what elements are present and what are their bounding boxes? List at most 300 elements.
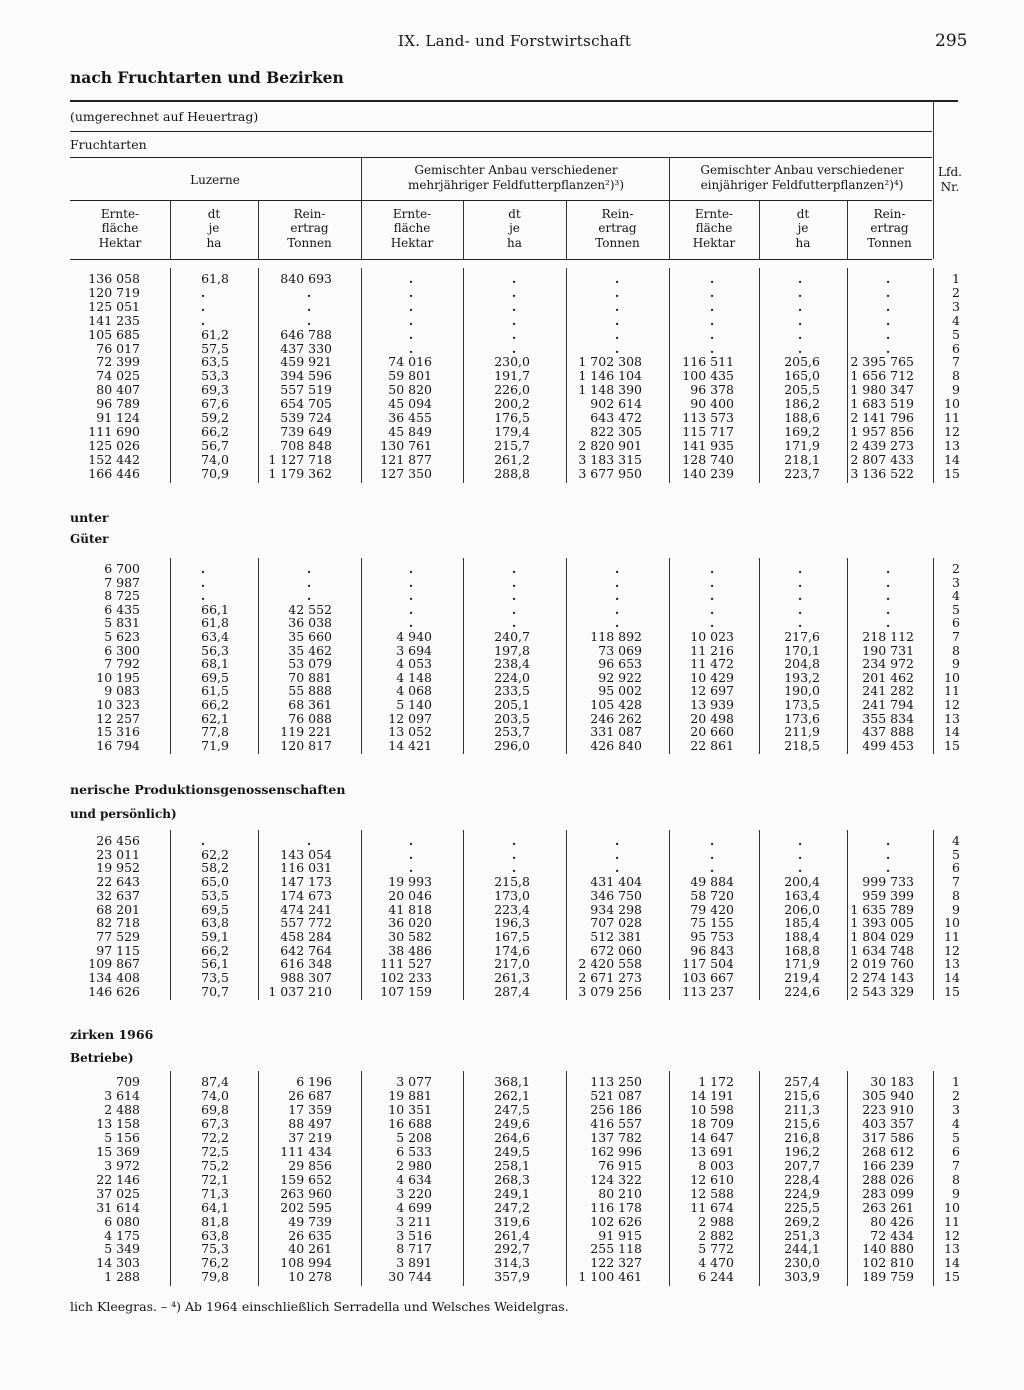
table-title: nach Fruchtarten und Bezirken (70, 68, 344, 87)
table-cell: 3 972 (104, 1157, 140, 1173)
table-row (0, 562, 1024, 576)
table-cell: 296,0 (494, 737, 530, 753)
table-cell: 68,1 (201, 656, 229, 672)
table-cell: 87,4 (201, 1074, 229, 1089)
table-cell: 72 434 (870, 1227, 914, 1243)
table-row (0, 1242, 1024, 1256)
table-cell: . (306, 561, 312, 576)
lfd-nr-cell: 7 (952, 874, 960, 890)
table-cell: 113 250 (590, 1074, 642, 1089)
table-cell: . (885, 833, 891, 848)
lfd-nr-cell: 6 (952, 860, 960, 876)
table-cell: 100 435 (682, 368, 734, 384)
table-cell: 215,6 (784, 1088, 820, 1103)
table-cell: 26 456 (96, 833, 140, 848)
table-cell: 557 772 (280, 915, 332, 931)
table-cell: . (408, 298, 414, 314)
table-cell: 17 359 (288, 1101, 332, 1117)
lfd-nr-cell: 5 (952, 1129, 960, 1145)
lfd-nr-cell: 9 (952, 382, 960, 398)
table-cell: 10 323 (96, 697, 140, 712)
table-cell: . (709, 588, 715, 604)
table-cell: 92 922 (598, 669, 642, 685)
table-cell: 288,8 (494, 465, 530, 481)
table-cell: 59 801 (388, 368, 432, 384)
table-cell: 521 087 (590, 1088, 642, 1103)
table-cell: . (511, 561, 517, 576)
table-cell: 234 972 (862, 656, 914, 672)
lfd-nr-cell: 5 (952, 601, 960, 617)
table-cell: . (306, 284, 312, 300)
table-cell: . (797, 601, 803, 617)
table-cell: . (709, 833, 715, 848)
lfd-nr-cell: 10 (944, 669, 960, 685)
table-row (0, 369, 1024, 383)
column-header-line: Rein- (873, 207, 906, 221)
table-cell: 5 140 (396, 697, 432, 712)
table-cell: . (408, 271, 414, 286)
table-cell: 4 175 (104, 1227, 140, 1243)
table-cell: 22 146 (96, 1171, 140, 1187)
table-cell: . (797, 615, 803, 631)
table-cell: 176,5 (494, 410, 530, 425)
column-header-line: ha (795, 235, 811, 250)
table-cell: 7 987 (104, 574, 140, 590)
table-cell: . (200, 588, 206, 604)
table-cell: 1 146 104 (578, 368, 642, 384)
table-cell: 75 155 (690, 915, 734, 931)
table-cell: . (306, 588, 312, 604)
table-cell: 4 148 (396, 669, 432, 685)
table-cell: 1 127 718 (268, 451, 332, 467)
table-cell: 499 453 (862, 737, 914, 753)
table-cell: 74 016 (388, 354, 432, 370)
table-cell: 188,6 (784, 410, 820, 425)
table-cell: 23 011 (96, 846, 140, 862)
table-cell: 394 596 (280, 368, 332, 384)
table-cell: 331 087 (590, 724, 642, 740)
column-header-divider (566, 201, 567, 259)
table-cell: 258,1 (494, 1157, 530, 1173)
table-cell: 26 635 (288, 1227, 332, 1243)
table-cell: 127 350 (380, 465, 432, 481)
lfd-nr-cell: 13 (944, 1241, 960, 1257)
table-cell: 162 996 (590, 1143, 642, 1159)
lfd-nr-cell: 15 (944, 465, 960, 481)
table-row (0, 889, 1024, 903)
table-row (0, 630, 1024, 644)
table-cell: 255 118 (590, 1241, 642, 1257)
table-cell: 217,0 (494, 956, 530, 972)
table-cell: 77,8 (201, 724, 229, 740)
table-cell: 8 717 (396, 1241, 432, 1257)
table-cell: 253,7 (494, 724, 530, 740)
table-cell: 999 733 (862, 874, 914, 890)
table-cell: 20 046 (388, 887, 432, 903)
lfd-nr-cell: 3 (952, 298, 960, 314)
table-cell: . (885, 860, 891, 876)
table-cell: 66,2 (201, 942, 229, 958)
table-cell: . (709, 326, 715, 342)
table-cell: 426 840 (590, 737, 642, 753)
table-cell: 261,2 (494, 451, 530, 467)
column-header-ertrag (759, 207, 847, 250)
table-cell: 61,8 (201, 271, 229, 286)
table-cell: 14 647 (690, 1129, 734, 1145)
table-cell: . (797, 860, 803, 876)
table-cell: . (408, 284, 414, 300)
table-cell: 251,3 (784, 1227, 820, 1243)
table-cell: 205,6 (784, 354, 820, 370)
table-cell: 474 241 (280, 901, 332, 917)
table-cell: . (614, 561, 620, 576)
table-row (0, 272, 1024, 286)
table-cell: 211,3 (784, 1101, 820, 1117)
table-cell: 13 691 (690, 1143, 734, 1159)
table-cell: 205,1 (494, 697, 530, 712)
table-cell: 136 058 (88, 271, 140, 286)
lfd-nr-cell: 13 (944, 437, 960, 453)
table-cell: . (200, 298, 206, 314)
table-cell: 26 687 (288, 1088, 332, 1103)
table-row (0, 1159, 1024, 1173)
column-header-line: ertrag (870, 221, 909, 236)
table-cell: 2 671 273 (578, 970, 642, 985)
lfd-nr-cell: 9 (952, 901, 960, 917)
table-cell: . (614, 846, 620, 862)
table-cell: 215,7 (494, 437, 530, 453)
table-cell: 822 305 (590, 423, 642, 439)
column-header-flaeche (669, 207, 759, 250)
table-cell: 1 100 461 (578, 1269, 642, 1285)
lfd-nr-cell: 3 (952, 574, 960, 590)
table-cell: 66,2 (201, 697, 229, 712)
table-cell: 71,3 (201, 1185, 229, 1201)
column-header-flaeche (361, 207, 463, 250)
column-header-rein (258, 207, 361, 250)
table-cell: . (885, 326, 891, 342)
table-cell: 219,4 (784, 970, 820, 985)
table-cell: 30 744 (388, 1269, 432, 1285)
table-cell: 240,7 (494, 629, 530, 644)
group-header-einjaehrig (672, 163, 932, 192)
table-cell: 96 843 (690, 942, 734, 958)
table-cell: 91 124 (96, 410, 140, 425)
table-cell: . (511, 312, 517, 328)
table-cell: 215,6 (784, 1115, 820, 1131)
table-cell: 29 856 (288, 1157, 332, 1173)
table-cell: 45 849 (388, 423, 432, 439)
table-row (0, 383, 1024, 397)
lfd-nr-cell: 4 (952, 1115, 960, 1131)
table-cell: . (408, 588, 414, 604)
table-cell: 141 235 (88, 312, 140, 328)
table-cell: . (797, 588, 803, 604)
table-row (0, 1131, 1024, 1145)
table-cell: . (797, 312, 803, 328)
table-cell: 1 957 856 (850, 423, 914, 439)
table-cell: 10 351 (388, 1101, 432, 1117)
table-cell: 77 529 (96, 928, 140, 944)
group-divider-1 (361, 157, 362, 200)
footnote: lich Kleegras. – ⁴) Ab 1964 einschließlich Serradella und Welsches Weidelgras. (70, 1299, 569, 1314)
table-cell: 102 810 (862, 1255, 914, 1271)
table-cell: 72,5 (201, 1143, 229, 1159)
table-cell: . (614, 860, 620, 876)
table-cell: . (709, 340, 715, 356)
table-cell: 10 429 (690, 669, 734, 685)
table-cell: 88 497 (288, 1115, 332, 1131)
table-cell: 416 557 (590, 1115, 642, 1131)
table-cell: 170,1 (784, 642, 820, 658)
table-cell: 146 626 (88, 983, 140, 999)
table-cell: 292,7 (494, 1241, 530, 1257)
table-cell: 228,4 (784, 1171, 820, 1187)
lfd-nr-cell: 3 (952, 1101, 960, 1117)
table-cell: 317 586 (862, 1129, 914, 1145)
table-cell: 459 921 (280, 354, 332, 370)
table-cell: 137 782 (590, 1129, 642, 1145)
lfd-nr-cell: 10 (944, 1199, 960, 1215)
table-cell: 80 426 (870, 1213, 914, 1229)
column-header-line: ha (206, 235, 222, 250)
table-cell: 37 219 (288, 1129, 332, 1145)
table-cell: 72,1 (201, 1171, 229, 1187)
table-cell: 32 637 (96, 887, 140, 903)
table-row (0, 1075, 1024, 1089)
table-cell: 10 598 (690, 1101, 734, 1117)
table-cell: 2 488 (104, 1101, 140, 1117)
column-header-line: je (208, 221, 220, 236)
table-cell: 70,7 (201, 983, 229, 999)
table-row (0, 1145, 1024, 1159)
table-cell: 179,4 (494, 423, 530, 439)
table-cell: 739 649 (280, 423, 332, 439)
table-cell: . (885, 588, 891, 604)
table-cell: 216,8 (784, 1129, 820, 1145)
table-cell: 2 141 796 (850, 410, 914, 425)
table-cell: . (408, 615, 414, 631)
column-header-line: je (509, 221, 520, 236)
table-cell: 200,4 (784, 874, 820, 890)
table-cell: 171,9 (784, 437, 820, 453)
table-cell: 19 881 (388, 1088, 432, 1103)
column-header-line: Ernte- (100, 207, 140, 221)
table-cell: . (797, 298, 803, 314)
table-cell: 49 884 (690, 874, 734, 890)
table-cell: 57,5 (201, 340, 229, 356)
column-header-line: fläche (393, 221, 431, 236)
table-cell: 91 915 (598, 1227, 642, 1243)
table-cell: 709 (116, 1074, 140, 1089)
table-cell: 3 211 (396, 1213, 432, 1229)
table-cell: 173,6 (784, 710, 820, 726)
table-cell: 264,6 (494, 1129, 530, 1145)
table-cell: 68 361 (288, 697, 332, 712)
table-cell: 262,1 (494, 1088, 530, 1103)
lfd-nr-cell: 2 (952, 561, 960, 576)
table-cell: 63,4 (201, 629, 229, 644)
table-cell: 76,2 (201, 1255, 229, 1271)
table-cell: . (511, 326, 517, 342)
table-cell: . (709, 312, 715, 328)
table-cell: . (511, 284, 517, 300)
table-cell: 63,8 (201, 915, 229, 931)
table-cell: 75,3 (201, 1241, 229, 1257)
table-row (0, 300, 1024, 314)
table-cell: 241 794 (862, 697, 914, 712)
table-cell: 128 740 (682, 451, 734, 467)
table-cell: 71,9 (201, 737, 229, 753)
table-cell: 140 880 (862, 1241, 914, 1257)
column-header-line: Ernte- (392, 207, 432, 221)
table-row (0, 355, 1024, 369)
table-cell: 66,2 (201, 423, 229, 439)
table-cell: 2 980 (396, 1157, 432, 1173)
table-cell: 707 028 (590, 915, 642, 931)
table-cell: 4 940 (396, 629, 432, 644)
table-cell: 56,1 (201, 956, 229, 972)
column-header-divider (258, 201, 259, 259)
table-cell: 3 077 (396, 1074, 432, 1089)
table-cell: . (885, 601, 891, 617)
table-cell: 4 699 (396, 1199, 432, 1215)
table-cell: . (200, 284, 206, 300)
table-cell: 268 612 (862, 1143, 914, 1159)
table-cell: 76 088 (288, 710, 332, 726)
table-cell: 72,2 (201, 1129, 229, 1145)
lfd-nr-cell: 15 (944, 1269, 960, 1285)
table-cell: 206,0 (784, 901, 820, 917)
table-cell: 80 210 (598, 1185, 642, 1201)
table-cell: 76 017 (96, 340, 140, 356)
table-cell: . (511, 860, 517, 876)
table-cell: 246 262 (590, 710, 642, 726)
lfd-nr-cell: 10 (944, 915, 960, 931)
table-cell: 22 861 (690, 737, 734, 753)
table-cell: . (614, 588, 620, 604)
table-cell: . (885, 284, 891, 300)
table-cell: 215,8 (494, 874, 530, 890)
table-cell: 1 288 (104, 1269, 140, 1285)
table-cell: . (306, 298, 312, 314)
lfd-nr-cell: 4 (952, 833, 960, 848)
table-row (0, 453, 1024, 467)
table-cell: 121 877 (380, 451, 432, 467)
lfd-nr-cell: 2 (952, 284, 960, 300)
table-cell: 74 025 (96, 368, 140, 384)
table-cell: 130 761 (380, 437, 432, 453)
table-cell: 269,2 (784, 1213, 820, 1229)
table-cell: 203,5 (494, 710, 530, 726)
table-cell: 249,1 (494, 1185, 530, 1201)
table-cell: 2 439 273 (850, 437, 914, 453)
table-cell: 4 068 (396, 683, 432, 699)
table-cell: 6 244 (698, 1269, 734, 1285)
table-cell: 141 935 (682, 437, 734, 453)
table-cell: 9 083 (104, 683, 140, 699)
table-cell: 283 099 (862, 1185, 914, 1201)
table-cell: 36 020 (388, 915, 432, 931)
table-cell: 79,8 (201, 1269, 229, 1285)
table-cell: 108 994 (280, 1255, 332, 1271)
note-rule (70, 131, 932, 132)
table-cell: 13 158 (96, 1115, 140, 1131)
table-cell: . (614, 298, 620, 314)
table-cell: 2 820 901 (578, 437, 642, 453)
table-cell: 79 420 (690, 901, 734, 917)
table-cell: 4 634 (396, 1171, 432, 1187)
table-cell: 12 588 (690, 1185, 734, 1201)
table-cell: 654 705 (280, 396, 332, 412)
table-cell: 30 183 (870, 1074, 914, 1089)
table-cell: 223,4 (494, 901, 530, 917)
table-cell: 68 201 (96, 901, 140, 917)
table-cell: 1 634 748 (850, 942, 914, 958)
table-cell: 53,5 (201, 887, 229, 903)
table-cell: . (511, 340, 517, 356)
lfd-nr-cell: 4 (952, 312, 960, 328)
table-cell: 5 831 (104, 615, 140, 631)
table-cell: 5 772 (698, 1241, 734, 1257)
table-cell: 56,3 (201, 642, 229, 658)
table-cell: 163,4 (784, 887, 820, 903)
table-cell: 49 739 (288, 1213, 332, 1229)
table-cell: 168,8 (784, 942, 820, 958)
column-header-divider (170, 201, 171, 259)
table-cell: 96 378 (690, 382, 734, 398)
table-cell: . (408, 561, 414, 576)
table-cell: 226,0 (494, 382, 530, 398)
table-cell: 10 278 (288, 1269, 332, 1285)
table-cell: 124 322 (590, 1171, 642, 1187)
column-header-line: Tonnen (867, 235, 912, 250)
lfd-nr-cell: 8 (952, 1171, 960, 1187)
table-cell: 244,1 (784, 1241, 820, 1257)
group-header-einjaehrig-line-1: Gemischter Anbau verschiedener (700, 163, 904, 177)
table-cell: 3 694 (396, 642, 432, 658)
table-cell: . (885, 846, 891, 862)
table-cell: . (614, 326, 620, 342)
table-cell: 230,0 (784, 1255, 820, 1271)
table-cell: 263 261 (862, 1199, 914, 1215)
column-header-line: Ernte- (694, 207, 734, 221)
table-cell: 69,5 (201, 669, 229, 685)
table-cell: 211,9 (784, 724, 820, 740)
lfd-nr-cell: 8 (952, 642, 960, 658)
table-cell: . (200, 833, 206, 848)
table-row (0, 971, 1024, 985)
table-cell: 2 988 (698, 1213, 734, 1229)
table-cell: 1 804 029 (850, 928, 914, 944)
table-cell: 174 673 (280, 887, 332, 903)
table-cell: 8 725 (104, 588, 140, 604)
table-cell: 355 834 (862, 710, 914, 726)
table-cell: . (408, 340, 414, 356)
lfd-nr-cell: 7 (952, 629, 960, 644)
table-cell: 6 533 (396, 1143, 432, 1159)
table-cell: . (511, 833, 517, 848)
table-cell: 1 148 390 (578, 382, 642, 398)
table-cell: . (408, 574, 414, 590)
table-cell: 840 693 (280, 271, 332, 286)
table-cell: 557 519 (280, 382, 332, 398)
table-row (0, 1229, 1024, 1243)
table-cell: . (797, 284, 803, 300)
table-cell: 3 079 256 (578, 983, 642, 999)
table-cell: 70,9 (201, 465, 229, 481)
table-cell: 96 653 (598, 656, 642, 672)
